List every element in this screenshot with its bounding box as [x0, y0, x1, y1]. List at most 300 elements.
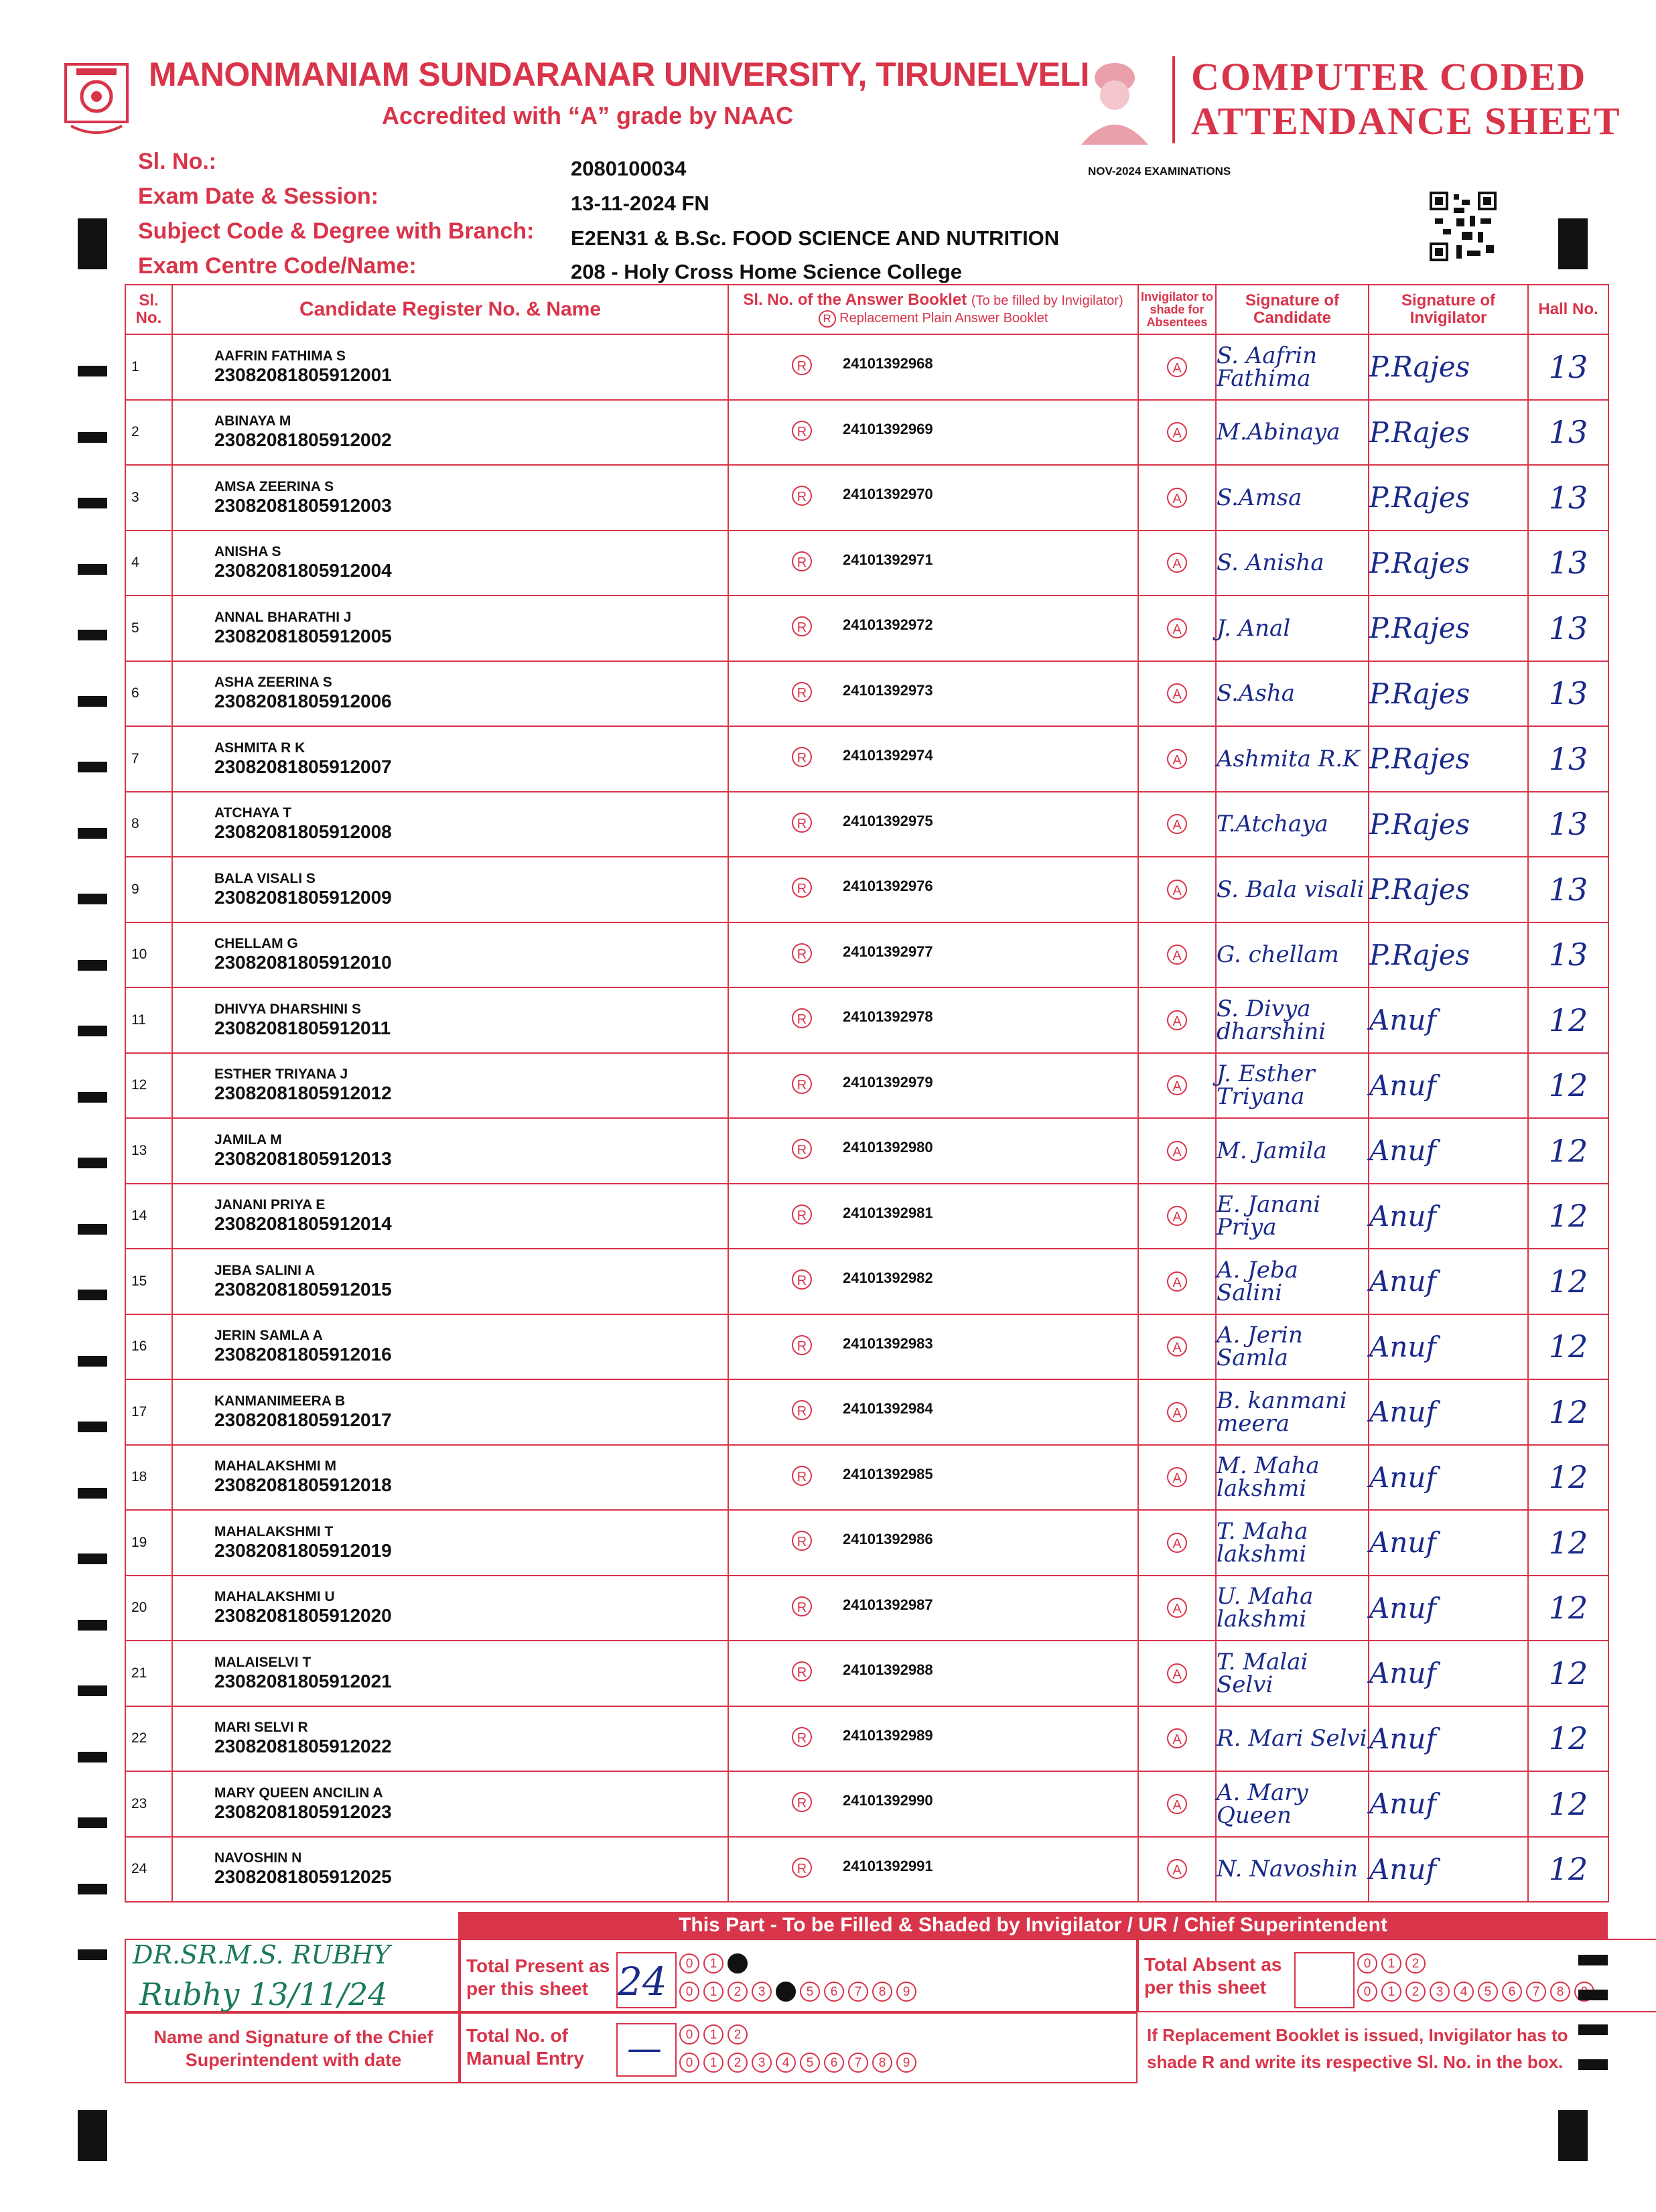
- manual-tens-bubble-0[interactable]: 0: [679, 2024, 699, 2045]
- booklet-number: 24101392988: [843, 1661, 933, 1678]
- chief-label-box: [125, 2012, 460, 2083]
- booklet-cell: [728, 596, 1138, 661]
- replacement-bubble[interactable]: R: [792, 1858, 812, 1878]
- absent-tens-bubble-1[interactable]: 1: [1381, 1953, 1401, 1974]
- invigilator-signature: P.Rajes: [1369, 596, 1528, 661]
- present-units-bubble-2[interactable]: 2: [728, 1982, 748, 2002]
- booklet-cell: [728, 726, 1138, 792]
- candidate-name: JEBA SALINI A: [214, 1262, 316, 1278]
- invigilator-signature: Anuf: [1369, 1118, 1528, 1184]
- timing-mark: [78, 894, 107, 904]
- invigilator-signature: P.Rajes: [1369, 792, 1528, 857]
- absent-units-bubble-5[interactable]: 5: [1478, 1982, 1498, 2002]
- attendance-table: [125, 284, 1609, 1903]
- present-units-bubble-3[interactable]: 3: [752, 1982, 772, 2002]
- table-row: [125, 465, 1608, 531]
- candidate-register-no: 23082081805912013: [214, 1148, 392, 1169]
- hall-number: 12: [1528, 1379, 1608, 1445]
- candidate-name: KANMANIMEERA B: [214, 1393, 346, 1409]
- timing-mark: [78, 1224, 107, 1235]
- absent-bubble[interactable]: A: [1167, 1010, 1187, 1030]
- row-sl: 12: [125, 1053, 172, 1119]
- manual-units-bubble-0[interactable]: 0: [679, 2053, 699, 2073]
- row-sl: 10: [125, 922, 172, 988]
- col-header-sig-invigilator: Signature of Invigilator: [1369, 285, 1528, 334]
- booklet-cell: [728, 1576, 1138, 1641]
- candidate-name: AMSA ZEERINA S: [214, 478, 334, 494]
- timing-mark: [1558, 218, 1588, 269]
- timing-mark: [1578, 1990, 1608, 2000]
- replacement-bubble[interactable]: R: [792, 551, 812, 571]
- manual-units-bubble-5[interactable]: 5: [800, 2053, 820, 2073]
- manual-units-bubble-3[interactable]: 3: [752, 2053, 772, 2073]
- present-tens-bubble-0[interactable]: 0: [679, 1953, 699, 1974]
- manual-tens-bubble-2[interactable]: 2: [728, 2024, 748, 2045]
- absent-tens-bubble-2[interactable]: 2: [1405, 1953, 1426, 1974]
- booklet-number: 24101392989: [843, 1726, 933, 1744]
- candidate-name: ANNAL BHARATHI J: [214, 609, 352, 625]
- booklet-cell: [728, 334, 1138, 400]
- absent-cell: [1138, 987, 1216, 1053]
- absent-bubble[interactable]: A: [1167, 357, 1187, 377]
- table-row: [125, 1053, 1608, 1119]
- hall-number: 12: [1528, 1314, 1608, 1380]
- replacement-bubble[interactable]: R: [792, 1074, 812, 1094]
- hall-number: 13: [1528, 857, 1608, 922]
- manual-entry-box: [460, 2012, 1137, 2083]
- booklet-cell: [728, 1053, 1138, 1119]
- hall-number: 13: [1528, 792, 1608, 857]
- candidate-name: CHELLAM G: [214, 936, 298, 952]
- table-row: [125, 1445, 1608, 1511]
- row-sl: 19: [125, 1510, 172, 1576]
- candidate-register-no: 23082081805912006: [214, 691, 392, 712]
- replacement-bubble[interactable]: R: [792, 943, 812, 963]
- booklet-number: 24101392978: [843, 1008, 933, 1025]
- row-sl: 15: [125, 1249, 172, 1314]
- absent-bubble[interactable]: A: [1167, 1206, 1187, 1226]
- candidate-register-no: 23082081805912016: [214, 1344, 392, 1365]
- invigilator-signature: Anuf: [1369, 1837, 1528, 1903]
- manual-tens-bubble-1[interactable]: 1: [703, 2024, 723, 2045]
- absent-bubble[interactable]: A: [1167, 1859, 1187, 1879]
- absent-bubble[interactable]: A: [1167, 683, 1187, 703]
- timing-mark: [78, 498, 107, 508]
- present-tens-bubble-2[interactable]: 2: [728, 1953, 748, 1974]
- invigilator-signature: Anuf: [1369, 1771, 1528, 1837]
- candidate-cell: [172, 1249, 728, 1314]
- absent-cell: [1138, 465, 1216, 531]
- candidate-name: ESTHER TRIYANA J: [214, 1066, 348, 1083]
- timing-mark: [78, 1884, 107, 1894]
- candidate-name: AAFRIN FATHIMA S: [214, 348, 346, 364]
- replacement-bubble[interactable]: R: [792, 1008, 812, 1028]
- absent-units-bubble-2[interactable]: 2: [1405, 1982, 1426, 2002]
- timing-mark: [78, 1752, 107, 1762]
- candidate-signature: A. Jerin Samla: [1216, 1314, 1369, 1380]
- invigilator-signature: Anuf: [1369, 1576, 1528, 1641]
- timing-mark: [1578, 1955, 1608, 1965]
- absent-tens-bubble-0[interactable]: 0: [1357, 1953, 1377, 1974]
- invigilator-signature: P.Rajes: [1369, 465, 1528, 531]
- absent-cell: [1138, 1053, 1216, 1119]
- founder-portrait-icon: [1075, 58, 1155, 145]
- sl-no-label: Sl. No.:: [138, 149, 217, 174]
- candidate-signature: S. Anisha: [1216, 531, 1369, 596]
- candidate-register-no: 23082081805912021: [214, 1670, 392, 1691]
- invigilator-signature: Anuf: [1369, 1314, 1528, 1380]
- booklet-cell: [728, 1118, 1138, 1184]
- timing-mark: [78, 960, 107, 971]
- absent-bubble[interactable]: A: [1167, 553, 1187, 573]
- absent-bubble[interactable]: A: [1167, 749, 1187, 769]
- timing-mark: [1578, 2059, 1608, 2070]
- manual-units-bubble-8[interactable]: 8: [872, 2053, 892, 2073]
- candidate-name: ASHA ZEERINA S: [214, 675, 332, 691]
- replacement-bubble[interactable]: R: [792, 1269, 812, 1290]
- present-units-bubble-8[interactable]: 8: [872, 1982, 892, 2002]
- replacement-bubble[interactable]: R: [792, 1400, 812, 1420]
- absent-bubble[interactable]: A: [1167, 1402, 1187, 1422]
- absent-cell: [1138, 1771, 1216, 1837]
- manual-units-bubble-7[interactable]: 7: [848, 2053, 868, 2073]
- candidate-register-no: 23082081805912012: [214, 1083, 392, 1104]
- replacement-bubble[interactable]: R: [792, 1204, 812, 1225]
- candidate-signature: S. Aafrin Fathima: [1216, 334, 1369, 400]
- replacement-bubble[interactable]: R: [792, 1596, 812, 1616]
- timing-mark: [78, 1290, 107, 1300]
- sl-no-value: 2080100034: [571, 157, 687, 180]
- absent-bubble[interactable]: A: [1167, 422, 1187, 442]
- absent-bubble[interactable]: A: [1167, 814, 1187, 834]
- manual-units-bubble-4[interactable]: 4: [776, 2053, 796, 2073]
- present-units-bubble-1[interactable]: 1: [703, 1982, 723, 2002]
- candidate-cell: [172, 1706, 728, 1772]
- row-sl: 8: [125, 792, 172, 857]
- row-sl: 21: [125, 1641, 172, 1706]
- timing-mark: [78, 2110, 107, 2161]
- sheet-title: [1191, 55, 1621, 143]
- row-sl: 5: [125, 596, 172, 661]
- replacement-bubble[interactable]: R: [792, 1792, 812, 1812]
- absent-cell: [1138, 1641, 1216, 1706]
- candidate-signature: S. Divya dharshini: [1216, 987, 1369, 1053]
- candidate-signature: J. Anal: [1216, 596, 1369, 661]
- row-sl: 9: [125, 857, 172, 922]
- booklet-cell: [728, 1510, 1138, 1576]
- absent-cell: [1138, 1118, 1216, 1184]
- absent-bubble[interactable]: A: [1167, 618, 1187, 638]
- col-header-booklet: [728, 285, 1138, 334]
- manual-units-bubble-1[interactable]: 1: [703, 2053, 723, 2073]
- absent-units-bubble-0[interactable]: 0: [1357, 1982, 1377, 2002]
- timing-mark: [78, 828, 107, 839]
- table-row: [125, 400, 1608, 466]
- replacement-note: If Replacement Booklet is issued, Invigilator has to shade R and write its respective Sl. No. in the box.: [1147, 2025, 1568, 2072]
- invigilator-signature: P.Rajes: [1369, 334, 1528, 400]
- absent-bubble[interactable]: A: [1167, 1598, 1187, 1618]
- absent-bubble[interactable]: A: [1167, 1075, 1187, 1095]
- manual-units-bubble-2[interactable]: 2: [728, 2053, 748, 2073]
- booklet-number: 24101392975: [843, 812, 933, 829]
- table-row: [125, 661, 1608, 727]
- row-sl: 7: [125, 726, 172, 792]
- absent-cell: [1138, 334, 1216, 400]
- candidate-cell: [172, 857, 728, 922]
- candidate-register-no: 23082081805912017: [214, 1409, 392, 1430]
- booklet-number: 24101392982: [843, 1269, 933, 1286]
- candidate-name: JERIN SAMLA A: [214, 1328, 323, 1344]
- candidate-register-no: 23082081805912020: [214, 1605, 392, 1627]
- hall-number: 12: [1528, 1249, 1608, 1314]
- timing-mark: [78, 1949, 107, 1960]
- candidate-signature: R. Mari Selvi: [1216, 1706, 1369, 1772]
- chief-signature-box: [125, 1939, 460, 2012]
- absent-bubble[interactable]: A: [1167, 1271, 1187, 1292]
- present-units-bubble-9[interactable]: 9: [896, 1982, 916, 2002]
- absent-cell: [1138, 792, 1216, 857]
- present-units-bubble-7[interactable]: 7: [848, 1982, 868, 2002]
- manual-tens-bubbles[interactable]: [679, 2024, 748, 2045]
- invigilator-signature: Anuf: [1369, 1510, 1528, 1576]
- replacement-bubble[interactable]: R: [792, 1531, 812, 1551]
- subject-label: Subject Code & Degree with Branch:: [138, 218, 535, 244]
- hall-number: 12: [1528, 1576, 1608, 1641]
- table-row: [125, 1837, 1608, 1903]
- candidate-name: ANISHA S: [214, 544, 281, 560]
- invigilator-signature: Anuf: [1369, 1184, 1528, 1249]
- candidate-register-no: 23082081805912023: [214, 1801, 392, 1822]
- booklet-number: 24101392983: [843, 1334, 933, 1352]
- absent-bubble[interactable]: A: [1167, 488, 1187, 508]
- hall-number: 12: [1528, 1771, 1608, 1837]
- invigilator-signature: Anuf: [1369, 987, 1528, 1053]
- absent-bubble[interactable]: A: [1167, 880, 1187, 900]
- candidate-cell: [172, 987, 728, 1053]
- absent-bubble[interactable]: A: [1167, 945, 1187, 965]
- absent-units-bubble-7[interactable]: 7: [1526, 1982, 1546, 2002]
- absent-bubble[interactable]: A: [1167, 1728, 1187, 1748]
- absent-units-bubble-8[interactable]: 8: [1550, 1982, 1570, 2002]
- invigilator-signature: Anuf: [1369, 1053, 1528, 1119]
- booklet-number: 24101392972: [843, 616, 933, 633]
- row-sl: 1: [125, 334, 172, 400]
- chief-signature-handwritten: Rubhy 13/11/24: [139, 1976, 388, 2012]
- replacement-bubble[interactable]: R: [792, 616, 812, 636]
- invigilator-signature: Anuf: [1369, 1706, 1528, 1772]
- absent-bubble[interactable]: A: [1167, 1794, 1187, 1814]
- candidate-cell: [172, 1510, 728, 1576]
- replacement-bubble[interactable]: R: [792, 878, 812, 898]
- replacement-bubble[interactable]: R: [792, 355, 812, 375]
- candidate-cell: [172, 1118, 728, 1184]
- candidate-name: ASHMITA R K: [214, 740, 305, 756]
- manual-units-bubbles[interactable]: [679, 2053, 916, 2073]
- university-name: MANONMANIAM SUNDARANAR UNIVERSITY, TIRUNELVELI: [149, 56, 1089, 93]
- replacement-bubble[interactable]: R: [792, 1466, 812, 1486]
- booklet-cell: [728, 531, 1138, 596]
- absent-units-bubble-1[interactable]: 1: [1381, 1982, 1401, 2002]
- timing-mark: [78, 1817, 107, 1828]
- hall-number: 12: [1528, 1837, 1608, 1903]
- total-present-value: 24: [618, 1959, 667, 2004]
- absent-bubble[interactable]: A: [1167, 1141, 1187, 1161]
- timing-mark: [78, 366, 107, 376]
- present-units-bubble-0[interactable]: 0: [679, 1982, 699, 2002]
- present-tens-bubbles[interactable]: [679, 1953, 748, 1974]
- absent-bubble[interactable]: A: [1167, 1663, 1187, 1683]
- candidate-register-no: 23082081805912004: [214, 560, 392, 581]
- replacement-bubble[interactable]: R: [792, 1335, 812, 1355]
- booklet-number: 24101392979: [843, 1073, 933, 1091]
- manual-units-bubble-9[interactable]: 9: [896, 2053, 916, 2073]
- absent-units-bubble-4[interactable]: 4: [1454, 1982, 1474, 2002]
- hall-number: 13: [1528, 922, 1608, 988]
- candidate-cell: [172, 1837, 728, 1903]
- absent-bubble[interactable]: A: [1167, 1533, 1187, 1553]
- table-row: [125, 1771, 1608, 1837]
- absent-units-bubbles[interactable]: [1357, 1982, 1594, 2002]
- candidate-register-no: 23082081805912015: [214, 1278, 392, 1300]
- replacement-bubble[interactable]: R: [792, 747, 812, 767]
- row-sl: 16: [125, 1314, 172, 1380]
- booklet-number: 24101392985: [843, 1465, 933, 1482]
- row-sl: 11: [125, 987, 172, 1053]
- replacement-bubble[interactable]: R: [792, 682, 812, 702]
- section-band: This Part - To be Filled & Shaded by Invigilator / UR / Chief Superintendent: [458, 1912, 1608, 1939]
- candidate-register-no: 23082081805912019: [214, 1539, 392, 1561]
- timing-mark: [78, 1488, 107, 1499]
- replacement-bubble[interactable]: R: [792, 1139, 812, 1159]
- invigilator-signature: Anuf: [1369, 1379, 1528, 1445]
- candidate-signature: A. Mary Queen: [1216, 1771, 1369, 1837]
- candidate-name: JANANI PRIYA E: [214, 1197, 326, 1213]
- manual-units-bubble-6[interactable]: 6: [824, 2053, 844, 2073]
- table-row: [125, 1184, 1608, 1249]
- present-units-bubbles[interactable]: [679, 1982, 916, 2002]
- timing-mark: [78, 1422, 107, 1432]
- replacement-bubble[interactable]: R: [792, 421, 812, 441]
- candidate-register-no: 23082081805912005: [214, 625, 392, 646]
- absent-units-bubble-3[interactable]: 3: [1430, 1982, 1450, 2002]
- booklet-header-text: Sl. No. of the Answer Booklet: [743, 291, 967, 309]
- booklet-number: 24101392981: [843, 1204, 933, 1221]
- hall-number: 12: [1528, 1510, 1608, 1576]
- invigilator-signature: Anuf: [1369, 1249, 1528, 1314]
- invigilator-signature: P.Rajes: [1369, 531, 1528, 596]
- timing-mark: [78, 1158, 107, 1168]
- candidate-cell: [172, 661, 728, 727]
- table-row: [125, 987, 1608, 1053]
- subject-value: E2EN31 & B.Sc. FOOD SCIENCE AND NUTRITION: [571, 226, 1060, 250]
- booklet-number: 24101392991: [843, 1857, 933, 1874]
- col-header-sl: Sl. No.: [125, 285, 172, 334]
- row-sl: 17: [125, 1379, 172, 1445]
- exam-date-label: Exam Date & Session:: [138, 184, 379, 209]
- absent-tens-bubbles[interactable]: [1357, 1953, 1426, 1974]
- candidate-register-no: 23082081805912011: [214, 1017, 391, 1038]
- candidate-register-no: 23082081805912001: [214, 364, 392, 385]
- candidate-cell: [172, 726, 728, 792]
- replacement-bubble[interactable]: R: [792, 813, 812, 833]
- invigilator-signature: P.Rajes: [1369, 857, 1528, 922]
- present-units-bubble-5[interactable]: 5: [800, 1982, 820, 2002]
- absent-bubble[interactable]: A: [1167, 1467, 1187, 1487]
- booklet-cell: [728, 465, 1138, 531]
- replacement-bubble[interactable]: R: [792, 1727, 812, 1747]
- exam-date-value: 13-11-2024 FN: [571, 192, 709, 215]
- booklet-number: 24101392969: [843, 420, 933, 437]
- hall-number: 12: [1528, 1641, 1608, 1706]
- present-tens-bubble-1[interactable]: 1: [703, 1953, 723, 1974]
- booklet-number: 24101392973: [843, 681, 933, 699]
- candidate-cell: [172, 922, 728, 988]
- candidate-name: DHIVYA DHARSHINI S: [214, 1001, 361, 1017]
- candidate-signature: M. Maha lakshmi: [1216, 1445, 1369, 1511]
- absent-cell: [1138, 1576, 1216, 1641]
- total-present-label: Total Present as per this sheet: [466, 1955, 610, 1999]
- absent-bubble[interactable]: A: [1167, 1336, 1187, 1357]
- candidate-cell: [172, 1445, 728, 1511]
- absent-cell: [1138, 1510, 1216, 1576]
- present-units-bubble-6[interactable]: 6: [824, 1982, 844, 2002]
- table-row: [125, 1118, 1608, 1184]
- manual-entry-input[interactable]: [616, 2023, 677, 2077]
- booklet-number: 24101392974: [843, 747, 933, 764]
- absent-cell: [1138, 661, 1216, 727]
- absent-units-bubble-6[interactable]: 6: [1502, 1982, 1522, 2002]
- candidate-signature: G. chellam: [1216, 922, 1369, 988]
- table-row: [125, 1641, 1608, 1706]
- hall-number: 12: [1528, 1053, 1608, 1119]
- table-row: [125, 922, 1608, 988]
- candidate-cell: [172, 1576, 728, 1641]
- booklet-cell: [728, 857, 1138, 922]
- candidate-cell: [172, 1053, 728, 1119]
- sheet-title-line2: ATTENDANCE SHEET: [1191, 99, 1621, 143]
- row-sl: 6: [125, 661, 172, 727]
- total-absent-input[interactable]: [1294, 1952, 1355, 2008]
- candidate-register-no: 23082081805912009: [214, 886, 392, 908]
- timing-mark: [78, 630, 107, 640]
- absent-cell: [1138, 857, 1216, 922]
- candidate-register-no: 23082081805912003: [214, 494, 392, 516]
- candidate-cell: [172, 1379, 728, 1445]
- table-row: [125, 792, 1608, 857]
- candidate-signature: S. Bala visali: [1216, 857, 1369, 922]
- present-units-bubble-4[interactable]: 4: [776, 1982, 796, 2002]
- table-row: [125, 857, 1608, 922]
- booklet-cell: [728, 661, 1138, 727]
- row-sl: 24: [125, 1837, 172, 1903]
- booklet-number: 24101392987: [843, 1596, 933, 1613]
- sheet-title-line1: COMPUTER CODED: [1191, 55, 1587, 98]
- hall-number: 13: [1528, 334, 1608, 400]
- replacement-bubble[interactable]: R: [792, 1661, 812, 1681]
- table-row: [125, 596, 1608, 661]
- candidate-name: ATCHAYA T: [214, 805, 292, 821]
- col-header-absentee: Invigilator to shade for Absentees: [1138, 285, 1216, 334]
- candidate-cell: [172, 1314, 728, 1380]
- replacement-bubble[interactable]: R: [792, 486, 812, 506]
- timing-mark: [78, 1620, 107, 1631]
- timing-mark: [78, 1553, 107, 1564]
- absent-cell: [1138, 922, 1216, 988]
- candidate-register-no: 23082081805912025: [214, 1866, 392, 1888]
- total-present-input[interactable]: [616, 1952, 677, 2008]
- hall-number: 13: [1528, 531, 1608, 596]
- accreditation: Accredited with “A” grade by NAAC: [382, 102, 794, 129]
